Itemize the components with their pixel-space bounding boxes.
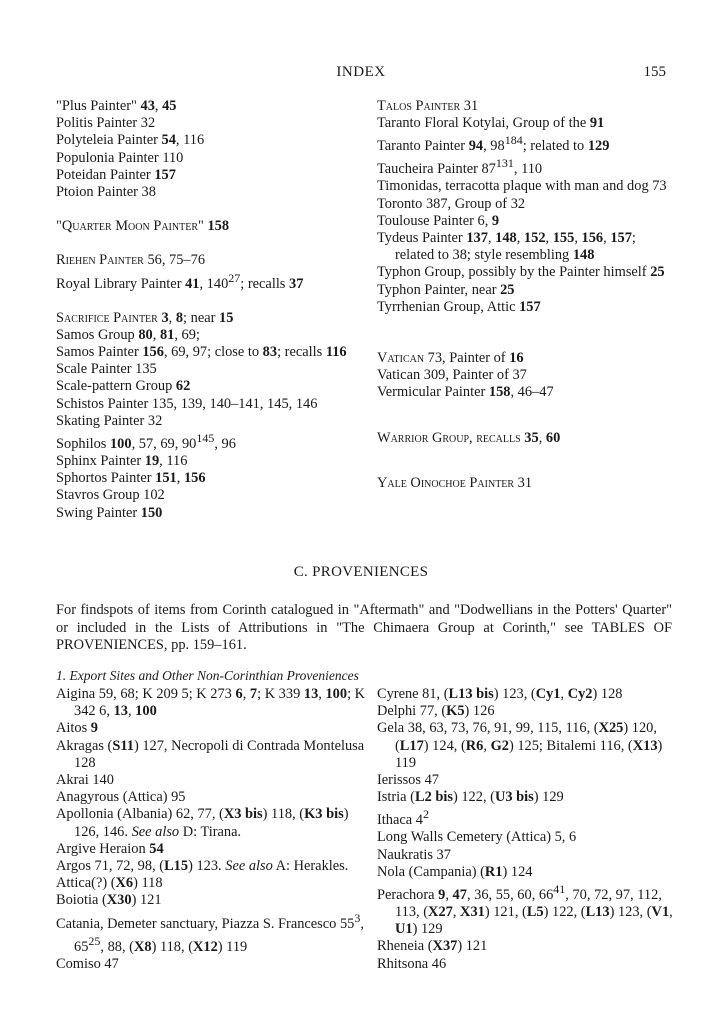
index-entry: Schistos Painter 135, 139, 140–141, 145, 146 bbox=[56, 395, 318, 412]
provenience-entry: Delphi 77, (K5) 126 bbox=[377, 703, 495, 720]
provenience-column-right bbox=[377, 686, 677, 973]
index-entry: Vatican 309, Painter of 37 bbox=[377, 367, 527, 384]
index-entry: Taranto Painter 94, $98^{184}$; related to 129 bbox=[377, 133, 610, 155]
section-intro: For findspots of items from Corinth catalogued in "Aftermath" and "Dodwellians in the Potters' Quarter" or included in the Lists of Attributions in "The Chimaera Group at Corinth," see TABLES OF PROVENIENCES, pp. 159–161. bbox=[56, 602, 672, 653]
provenience-entry: Aitos 9 bbox=[56, 720, 98, 737]
index-entry: Sophilos 100, 57, 69, $90^{145}$, 96 bbox=[56, 431, 236, 452]
provenience-entry: Rheneia (X37) 121 bbox=[377, 938, 488, 955]
index-entry: Samos Painter 156, 69, 97; close to 83; recalls 116 bbox=[56, 344, 347, 361]
provenience-entry: Argos 71, 72, 98, (L15) 123. See also A: Herakles. bbox=[56, 858, 349, 875]
index-entry: Scale-pattern Group 62 bbox=[56, 378, 191, 395]
index-entry: Toronto 387, Group of 32 bbox=[377, 195, 526, 212]
index-entry: Royal Library Painter 41, $140^{27}$; recalls 37 bbox=[56, 270, 304, 292]
index-entry: Sacrifice Painter 3, 8; near 15 bbox=[56, 309, 234, 326]
index-entry: Tydeus Painter 137, 148, 152, 155, 156, 157; related to 38; style resembling 148 bbox=[377, 230, 636, 264]
index-entry: Toulouse Painter 6, 9 bbox=[377, 212, 500, 229]
index-entry: Stavros Group 102 bbox=[56, 487, 165, 504]
index-entry: Populonia Painter 110 bbox=[56, 149, 184, 166]
index-entry: Scale Painter 135 bbox=[56, 361, 157, 378]
index-entry: Talos Painter 31 bbox=[377, 98, 479, 114]
index-entry: Polyteleia Painter 54, 116 bbox=[56, 132, 205, 149]
index-entry: Sphinx Painter 19, 116 bbox=[56, 453, 188, 470]
provenience-entry: Naukratis 37 bbox=[377, 846, 451, 863]
index-entry: Sphortos Painter 151, 156 bbox=[56, 470, 206, 487]
provenience-entry: Ithaca $4^2$ bbox=[377, 807, 429, 829]
index-column-left bbox=[56, 98, 366, 522]
provenience-entry: Perachora 9, 47, 36, 55, 60, $66^{41}$, 70, 72, 97, 112, 113, (X27, X31) 121, (L5) 122, (L13) 123, (V1, U1) 129 bbox=[377, 882, 673, 938]
index-entry: Politis Painter 32 bbox=[56, 115, 156, 132]
index-entry: Samos Group 80, 81, 69; bbox=[56, 326, 200, 343]
index-entry: Swing Painter 150 bbox=[56, 504, 163, 521]
subsection-heading: 1. Export Sites and Other Non-Corinthian Proveniences bbox=[56, 668, 359, 683]
provenience-entry: Rhitsona 46 bbox=[377, 955, 447, 972]
index-entry: "Plus Painter" 43, 45 bbox=[56, 98, 177, 114]
provenience-entry: Akrai 140 bbox=[56, 772, 114, 789]
page-number: 155 bbox=[643, 64, 666, 80]
provenience-entry: Ierissos 47 bbox=[377, 772, 439, 789]
provenience-entry: Akragas (S11) 127, Necropoli di Contrada Montelusa 128 bbox=[56, 737, 365, 771]
provenience-entry: Comiso 47 bbox=[56, 955, 119, 972]
provenience-entry: Long Walls Cemetery (Attica) 5, 6 bbox=[377, 829, 577, 846]
running-head: INDEX bbox=[336, 64, 386, 80]
index-entry: Tyrrhenian Group, Attic 157 bbox=[377, 298, 541, 315]
provenience-entry: Boiotia (X30) 121 bbox=[56, 892, 162, 909]
index-entry: "Quarter Moon Painter" 158 bbox=[56, 218, 230, 235]
index-entry: Taucheira Painter $87^{131}$, 110 bbox=[377, 156, 543, 178]
index-entry: Vatican 73, Painter of 16 bbox=[377, 350, 524, 367]
provenience-entry: Istria (L2 bis) 122, (U3 bis) 129 bbox=[377, 789, 564, 806]
index-entry: Riehen Painter 56, 75–76 bbox=[56, 252, 206, 269]
provenience-entry: Aigina 59, 68; K 209 5; K 273 6, 7; K 339 13, 100; K 342 6, 13, 100 bbox=[56, 686, 366, 720]
provenience-entry: Nola (Campania) (R1) 124 bbox=[377, 863, 533, 880]
provenience-entry: Apollonia (Albania) 62, 77, (X3 bis) 118, (K3 bis) 126, 146. See also D: Tirana. bbox=[56, 806, 349, 840]
provenience-entry: Anagyrous (Attica) 95 bbox=[56, 789, 186, 806]
provenience-entry: Attica(?) (X6) 118 bbox=[56, 875, 163, 892]
provenience-entry: Cyrene 81, (L13 bis) 123, (Cy1, Cy2) 128 bbox=[377, 686, 623, 702]
provenience-entry: Gela 38, 63, 73, 76, 91, 99, 115, 116, (X25) 120, (L17) 124, (R6, G2) 125; Bitalemi 116, (X13) 119 bbox=[377, 720, 663, 771]
index-entry: Vermicular Painter 158, 46–47 bbox=[377, 384, 554, 401]
index-entry: Skating Painter 32 bbox=[56, 412, 163, 429]
index-entry: Typhon Group, possibly by the Painter himself 25 bbox=[377, 264, 665, 281]
index-entry: Timonidas, terracotta plaque with man and dog 73 bbox=[377, 178, 667, 195]
index-entry: Taranto Floral Kotylai, Group of the 91 bbox=[377, 115, 605, 132]
provenience-column-left bbox=[56, 686, 366, 973]
index-entry: Poteidan Painter 157 bbox=[56, 166, 176, 183]
index-entry: Warrior Group, recalls 35, 60 bbox=[377, 429, 561, 446]
index-column-right bbox=[377, 98, 677, 492]
index-entry: Ptoion Painter 38 bbox=[56, 184, 156, 201]
index-entry: Typhon Painter, near 25 bbox=[377, 281, 515, 298]
provenience-entry: Catania, Demeter sanctuary, Piazza S. Francesco $55^3$, $65^{25}$, 88, (X8) 118, (X12) 119 bbox=[56, 910, 364, 955]
section-title: C. PROVENIENCES bbox=[293, 564, 429, 580]
provenience-entry: Argive Heraion 54 bbox=[56, 840, 164, 857]
index-entry: Yale Oinochoe Painter 31 bbox=[377, 474, 533, 491]
